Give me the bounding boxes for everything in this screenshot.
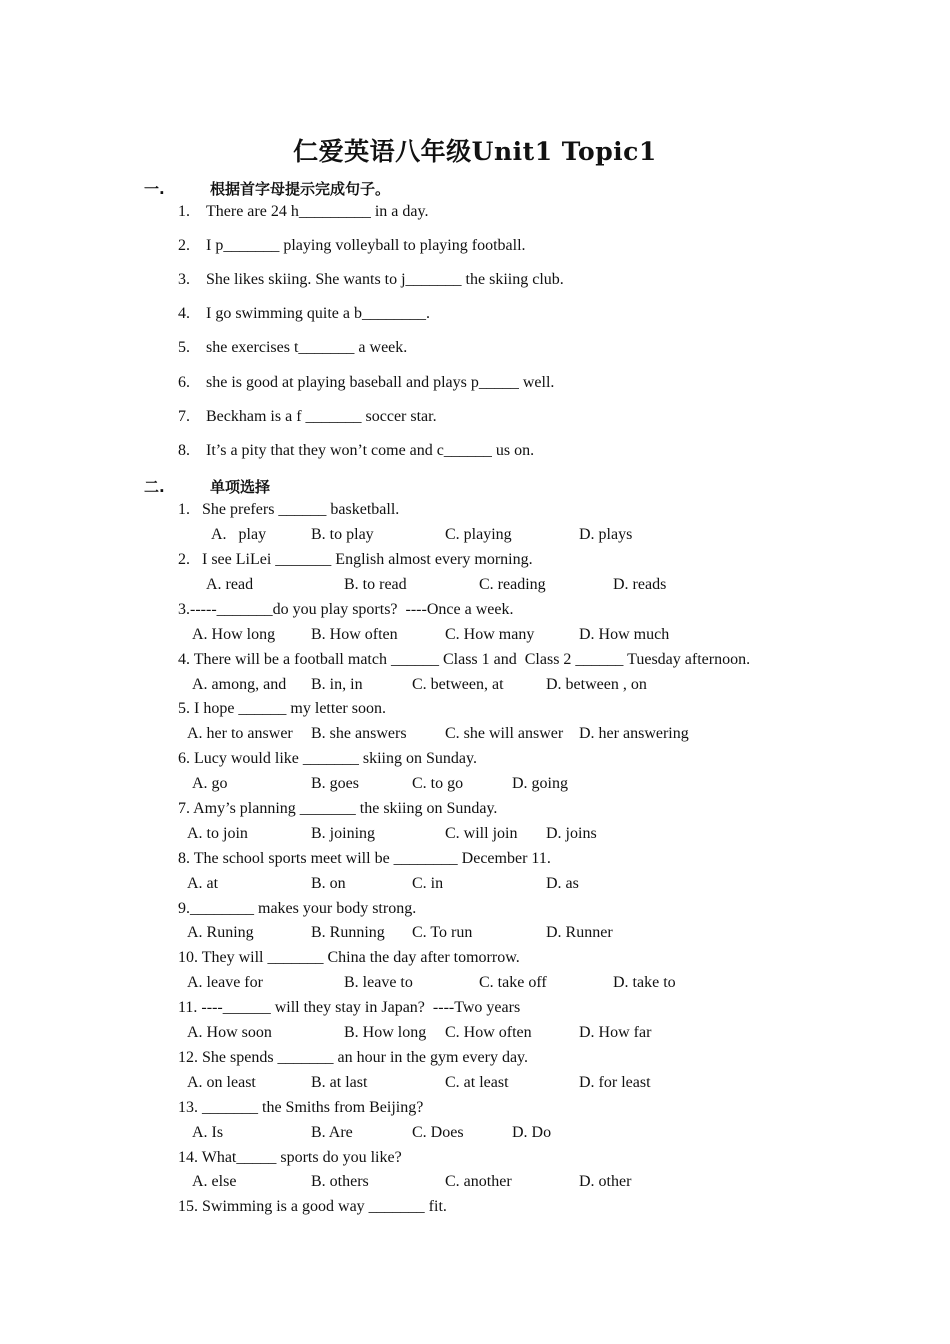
question-stem: 8. The school sports meet will be ________ December 11. — [178, 850, 551, 867]
fill-blank-item — [178, 304, 430, 324]
answer-option: C. reading — [479, 576, 546, 593]
answer-option: B. leave to — [344, 974, 413, 991]
answer-option: D. as — [546, 875, 579, 892]
answer-option: B. How long — [344, 1024, 427, 1041]
question-stem: 7. Amy’s planning _______ the skiing on Sunday. — [178, 800, 498, 817]
answer-option: B. Running — [311, 924, 385, 941]
answer-option: A. leave for — [187, 974, 263, 991]
answer-option: D. joins — [546, 825, 597, 842]
item-text: She likes skiing. She wants to j_______ the skiing club. — [206, 271, 564, 288]
question-stem: 9.________ makes your body strong. — [178, 900, 417, 917]
answer-option: D. going — [512, 775, 568, 792]
answer-option: A. else — [192, 1173, 237, 1190]
fill-blank-item — [178, 202, 428, 222]
question-stem: 12. She spends _______ an hour in the gym every day. — [178, 1049, 529, 1066]
answer-option: C. another — [445, 1173, 512, 1190]
item-text: she exercises t_______ a week. — [206, 339, 408, 356]
answer-option: D. reads — [613, 576, 667, 593]
fill-blank-item — [178, 407, 437, 427]
answer-option: A. on least — [187, 1074, 256, 1091]
answer-option: D. Runner — [546, 924, 613, 941]
answer-option: C. in — [412, 875, 444, 892]
answer-option: B. How often — [311, 626, 398, 643]
answer-option: B. Are — [311, 1124, 353, 1141]
question-stem: 4. There will be a football match ______ Class 1 and Class 2 ______ Tuesday afternoon. — [178, 651, 751, 668]
answer-option: D. How much — [579, 626, 670, 643]
answer-option: B. she answers — [311, 725, 407, 742]
item-text: I go swimming quite a b________. — [206, 305, 430, 322]
question-stem: 10. They will _______ China the day after tomorrow. — [178, 949, 520, 966]
fill-blank-item — [178, 373, 554, 393]
section-1-number: 一. — [144, 180, 165, 198]
answer-option: C. take off — [479, 974, 547, 991]
question-stem: 5. I hope ______ my letter soon. — [178, 700, 386, 717]
answer-option: D. Do — [512, 1124, 552, 1141]
answer-option: A. read — [206, 576, 254, 593]
answer-option: C. To run — [412, 924, 473, 941]
question-stem: 3.-----_______do you play sports? ----Once a week. — [178, 601, 514, 618]
answer-option: A. her to answer — [187, 725, 293, 742]
item-number: 1. — [178, 203, 190, 220]
section-2-heading — [144, 476, 270, 497]
question-stem: 15. Swimming is a good way _______ fit. — [178, 1198, 447, 1215]
fill-blank-item — [178, 270, 564, 290]
answer-option: C. playing — [445, 526, 512, 543]
answer-option: A. Runing — [187, 924, 254, 941]
answer-option: A. to join — [187, 825, 248, 842]
answer-option: D. other — [579, 1173, 632, 1190]
answer-option: D. plays — [579, 526, 633, 543]
answer-option: A. How long — [192, 626, 276, 643]
answer-option: D. How far — [579, 1024, 652, 1041]
answer-option: D. take to — [613, 974, 676, 991]
answer-option: D. her answering — [579, 725, 689, 742]
answer-option: C. to go — [412, 775, 464, 792]
item-text: I p_______ playing volleyball to playing football. — [206, 237, 526, 254]
answer-option: C. at least — [445, 1074, 509, 1091]
item-number: 6. — [178, 374, 190, 391]
section-1-heading — [144, 178, 390, 199]
answer-option: B. goes — [311, 775, 359, 792]
answer-option: C. she will answer — [445, 725, 564, 742]
question-stem: 13. _______ the Smiths from Beijing? — [178, 1099, 424, 1116]
item-number: 7. — [178, 408, 190, 425]
answer-option: A. at — [187, 875, 219, 892]
answer-option: B. at last — [311, 1074, 368, 1091]
item-text: Beckham is a f _______ soccer star. — [206, 408, 437, 425]
answer-option: A. among, and — [192, 676, 287, 693]
item-text: It’s a pity that they won’t come and c______ us on. — [206, 442, 535, 459]
item-number: 8. — [178, 442, 190, 459]
page-title: 仁爱英语八年级Unit1 Topic1 — [293, 137, 657, 166]
answer-option: C. between, at — [412, 676, 504, 693]
answer-option: A. play — [211, 526, 267, 543]
question-stem: 1. She prefers ______ basketball. — [178, 501, 400, 518]
answer-option: D. for least — [579, 1074, 651, 1091]
answer-option: A. How soon — [187, 1024, 272, 1041]
answer-option: A. Is — [192, 1124, 224, 1141]
section-2-number: 二. — [144, 478, 165, 496]
question-stem: 11. ----______ will they stay in Japan? ----Two years — [178, 999, 521, 1016]
item-number: 2. — [178, 237, 190, 254]
answer-option: B. on — [311, 875, 346, 892]
answer-option: B. to read — [344, 576, 407, 593]
answer-option: D. between , on — [546, 676, 647, 693]
question-stem: 2. I see LiLei _______ English almost every morning. — [178, 551, 533, 568]
item-number: 3. — [178, 271, 190, 288]
answer-option: C. How often — [445, 1024, 532, 1041]
question-stem: 14. What_____ sports do you like? — [178, 1149, 402, 1166]
answer-option: C. Does — [412, 1124, 464, 1141]
answer-option: B. to play — [311, 526, 374, 543]
section-1-title: 根据首字母提示完成句子。 — [210, 180, 391, 198]
item-text: she is good at playing baseball and plays p_____ well. — [206, 374, 555, 391]
item-text: There are 24 h_________ in a day. — [206, 203, 429, 220]
fill-blank-item — [178, 236, 526, 256]
fill-blank-item — [178, 338, 407, 358]
answer-option: B. in, in — [311, 676, 363, 693]
item-number: 5. — [178, 339, 190, 356]
question-stem: 6. Lucy would like _______ skiing on Sunday. — [178, 750, 477, 767]
answer-option: B. others — [311, 1173, 369, 1190]
answer-option: B. joining — [311, 825, 376, 842]
fill-blank-item — [178, 441, 534, 461]
answer-option: C. will join — [445, 825, 518, 842]
answer-option: A. go — [192, 775, 228, 792]
answer-option: C. How many — [445, 626, 535, 643]
section-2-title: 单项选择 — [210, 478, 271, 496]
item-number: 4. — [178, 305, 190, 322]
